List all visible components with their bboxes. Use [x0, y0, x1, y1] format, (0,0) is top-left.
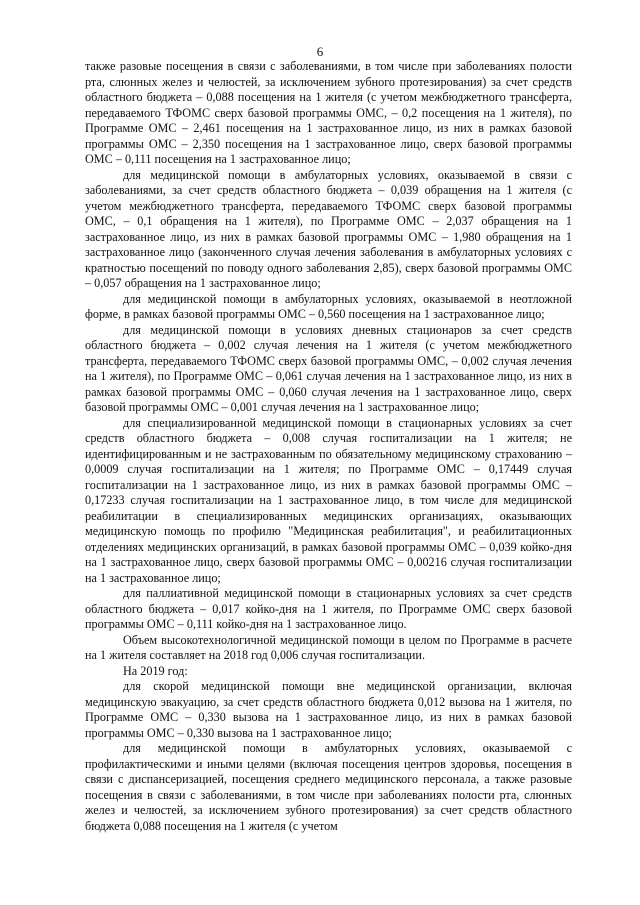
paragraph: также разовые посещения в связи с заболеваниями, в том числе при заболеваниях полости рта, слюнных желез и челюстей, за исключением зубного протезирования) за счет средств областного бюджета – 0,088 посещения на 1 жителя (с учетом межбюджетного трансферта, передаваемого ТФОМС сверх базовой программы ОМС, – 0,2 посещения на 1 жителя), по Программе ОМС – 2,461 посещения на 1 застрахованное лицо, из них в рамках базовой программы ОМС – 2,350 посещения на 1 застрахованное лицо, сверх базовой программы ОМС – 0,111 посещения на 1 застрахованное лицо; [85, 59, 572, 166]
paragraph-heading: На 2019 год: [123, 663, 188, 678]
paragraph: Объем высокотехнологичной медицинской помощи в целом по Программе в расчете на 1 жителя составляет на 2018 год 0,006 случая госпитализации. [85, 632, 572, 662]
paragraph: для паллиативной медицинской помощи в стационарных условиях за счет средств областного бюджета – 0,017 койко-дня на 1 жителя, по Программе ОМС сверх базовой программы ОМС – 0,111 койко-дня на 1 застрахованное лицо. [85, 586, 572, 631]
paragraph: для медицинской помощи в амбулаторных условиях, оказываемой в связи с заболеваниями, за счет средств областного бюджета – 0,039 обращения на 1 жителя (с учетом межбюджетного трансферта, передаваемого ТФОМС сверх базовой программы ОМС, – 0,1 обращения на 1 жителя), по Программе ОМС – 2,037 обращения на 1 застрахованное лицо, из них в рамках базовой программы ОМС – 1,980 обращения на 1 застрахованное лицо (законченного случая лечения заболевания в амбулаторных условиях с кратностью посещений по поводу одного заболевания 2,85), сверх базовой программы ОМС – 0,057 обращения на 1 застрахованное лицо; [85, 167, 572, 290]
paragraph: для медицинской помощи в условиях дневных стационаров за счет средств областного бюджета – 0,002 случая лечения на 1 жителя (с учетом межбюджетного трансферта, передаваемого ТФОМС сверх базовой программы ОМС, – 0,002 случая лечения на 1 жителя), по Программе ОМС – 0,061 случая лечения на 1 застрахованное лицо, из них в рамках базовой программы ОМС – 0,060 случая лечения на 1 застрахованное лицо, сверх базовой программы ОМС – 0,001 случая лечения на 1 застрахованное лицо; [85, 322, 572, 414]
paragraph: для медицинской помощи в амбулаторных условиях, оказываемой в неотложной форме, в рамках базовой программы ОМС – 0,560 посещения на 1 застрахованное лицо; [85, 291, 572, 321]
paragraph: для скорой медицинской помощи вне медицинской организации, включая медицинскую эвакуацию, за счет средств областного бюджета 0,012 вызова на 1 жителя, по Программе ОМС – 0,330 вызова на 1 застрахованное лицо, из них в рамках базовой программы ОМС – 0,330 вызова на 1 застрахованное лицо; [85, 679, 572, 740]
page-number: 6 [316, 44, 324, 59]
paragraph: для специализированной медицинской помощи в стационарных условиях за счет средств областного бюджета – 0,008 случая госпитализации на 1 жителя; не идентифицированным и не застрахованным по обязательному медицинскому страхованию – 0,0009 случая госпитализации на 1 жителя; по Программе ОМС – 0,17449 случая госпитализации на 1 застрахованное лицо, из них в рамках базовой программы ОМС – 0,17233 случая госпитализации на 1 застрахованное лицо, в том числе для медицинской реабилитации в специализированных медицинских организациях, оказывающих медицинскую помощь по профилю "Медицинская реабилитация", и реабилитационных отделениях медицинских организаций, в рамках базовой программы ОМС – 0,039 койко-дня на 1 застрахованное лицо, сверх базовой программы ОМС – 0,00216 случая госпитализации на 1 застрахованное лицо; [85, 415, 572, 585]
paragraph: для медицинской помощи в амбулаторных условиях, оказываемой с профилактическими и иными целями (включая посещения центров здоровья, посещения в связи с диспансеризацией, посещения среднего медицинского персонала, а также разовые посещения в связи с заболеваниями, в том числе при заболеваниях полости рта, слюнных желез и челюстей, за исключением зубного протезирования) за счет средств областного бюджета 0,088 посещения на 1 жителя (с учетом [85, 741, 572, 833]
document-body [85, 59, 572, 834]
